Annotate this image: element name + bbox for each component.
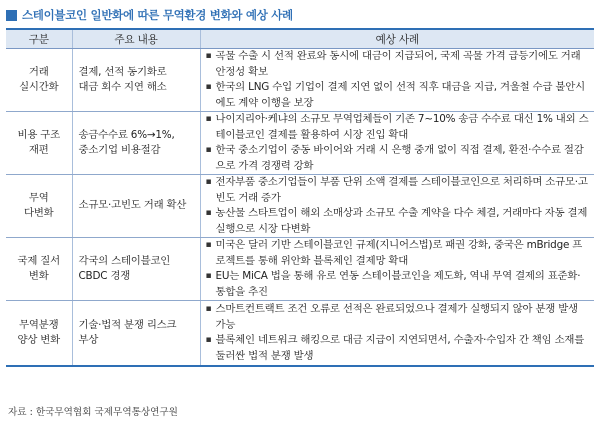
row-main xyxy=(72,301,200,367)
header-row xyxy=(6,29,594,49)
table-title: 스테이블코인 일반화에 따른 무역환경 변화와 예상 사례 xyxy=(22,8,293,22)
header-category: 구분 xyxy=(6,29,72,49)
example-item: ▪ EU는 MiCA 법을 통해 유로 연동 스테이블코인을 제도화, 역내 무역 결제의 표준화·통합을 추진 xyxy=(205,269,591,300)
table-row xyxy=(6,301,594,367)
row-examples xyxy=(200,175,594,238)
header-main: 주요 내용 xyxy=(72,29,200,49)
main-text: 소규모·고빈도 거래 확산 xyxy=(78,199,187,212)
main-text: 결제, 선적 동기화로 대금 회수 지연 해소 xyxy=(78,65,167,93)
title-row xyxy=(6,6,293,24)
row-main xyxy=(72,238,200,301)
table-row xyxy=(6,238,594,301)
row-examples xyxy=(200,301,594,367)
square-bullet-icon xyxy=(6,10,17,21)
source-note: 자료 : 한국무역협회 국제무역통상연구원 xyxy=(8,407,178,418)
category-line: 무역분쟁 양상 변화 xyxy=(17,318,60,346)
row-category xyxy=(6,112,72,175)
example-item: ▪ 블록체인 네트워크 해킹으로 대금 지급이 지연되면서, 수출자·수입자 간 책임 소재를 둘러싼 법적 분쟁 발생 xyxy=(205,333,591,364)
example-item: ▪ 한국의 LNG 수입 기업이 결제 지연 없이 선적 직후 대금을 지급, 겨울철 수급 불안시에도 계약 이행을 보장 xyxy=(205,80,591,111)
example-item: ▪ 스마트컨트랙트 조건 오류로 선적은 완료되었으나 결제가 실행되지 않아 분쟁 발생 가능 xyxy=(205,302,591,333)
row-main xyxy=(72,175,200,238)
row-main xyxy=(72,49,200,112)
example-item: ▪ 한국 중소기업이 중동 바이어와 거래 시 은행 중개 없이 직접 결제, 환전·수수료 절감으로 가격 경쟁력 강화 xyxy=(205,143,591,174)
row-examples xyxy=(200,49,594,112)
row-examples xyxy=(200,238,594,301)
category-line: 거래 실시간화 xyxy=(19,65,59,93)
table-row xyxy=(6,175,594,238)
example-item: ▪ 미국은 달러 기반 스테이블코인 규제(지니어스법)로 패권 강화, 중국은 mBridge 프로젝트를 통해 위안화 블록체인 결제망 확대 xyxy=(205,238,591,269)
main-text: 각국의 스테이블코인 CBDC 경쟁 xyxy=(78,254,171,282)
example-item: ▪ 나이지리아·케냐의 소규모 무역업체들이 기존 7~10% 송금 수수료 대신 1% 내외 스테이블코인 결제를 활용하여 시장 진입 확대 xyxy=(205,112,591,143)
main-text: 기술·법적 분쟁 리스크 부상 xyxy=(78,318,177,346)
row-category xyxy=(6,175,72,238)
example-item: ▪ 농산물 스타트업이 해외 소매상과 소규모 수출 계약을 다수 체결, 거래마다 자동 결제 실행으로 시장 다변화 xyxy=(205,206,591,237)
category-line: 무역 다변화 xyxy=(23,191,54,219)
category-line: 비용 구조 재편 xyxy=(17,128,60,156)
main-text: 송금수수료 6%→1%, 중소기업 비용절감 xyxy=(78,128,175,156)
row-examples xyxy=(200,112,594,175)
example-item: ▪ 전자부품 중소기업들이 부품 단위 소액 결제를 스테이블코인으로 처리하며 소규모·고빈도 거래 증가 xyxy=(205,175,591,206)
row-category xyxy=(6,49,72,112)
table-row xyxy=(6,49,594,112)
table-row xyxy=(6,112,594,175)
row-main xyxy=(72,112,200,175)
row-category xyxy=(6,238,72,301)
row-category xyxy=(6,301,72,367)
header-examples: 예상 사례 xyxy=(200,29,594,49)
example-item: ▪ 곡물 수출 시 선적 완료와 동시에 대금이 지급되어, 국제 곡물 가격 급등기에도 거래 안정성 확보 xyxy=(205,49,591,80)
category-line: 국제 질서 변화 xyxy=(17,254,60,282)
comparison-table xyxy=(6,28,594,367)
